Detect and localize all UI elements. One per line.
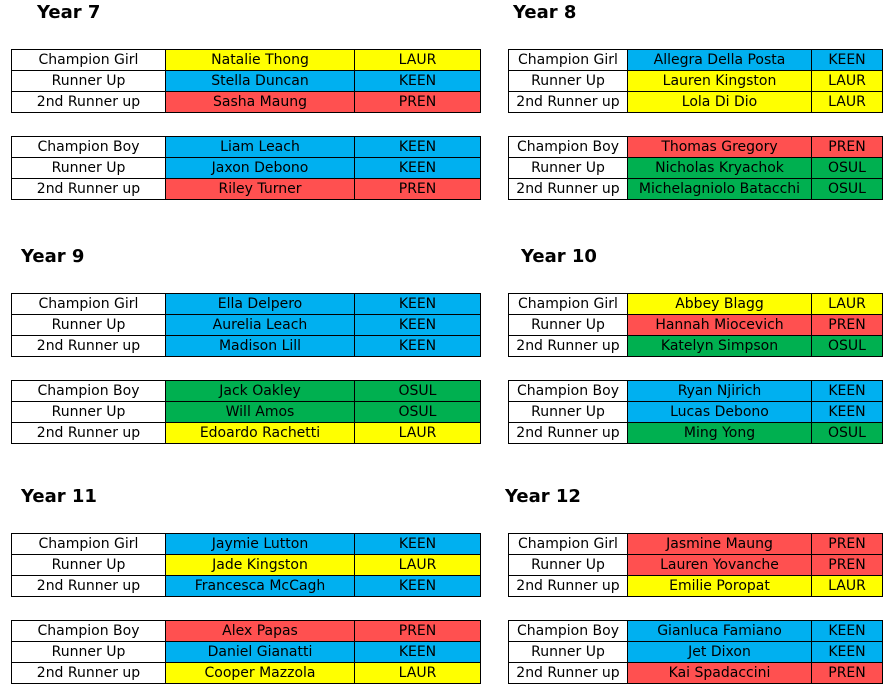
table-row <box>509 555 883 576</box>
house-code: KEEN <box>355 137 481 158</box>
table-row <box>509 663 883 684</box>
house-code: OSUL <box>812 179 883 200</box>
boys-award-table <box>508 380 883 444</box>
girls-award-table <box>11 293 481 357</box>
award-label: Champion Girl <box>12 294 166 315</box>
student-name: Gianluca Famiano <box>628 621 812 642</box>
table-row <box>12 642 481 663</box>
student-name: Alex Papas <box>166 621 355 642</box>
table-row <box>12 555 481 576</box>
award-label: 2nd Runner up <box>12 663 166 684</box>
boys-award-table <box>508 136 883 200</box>
student-name: Abbey Blagg <box>628 294 812 315</box>
house-code: OSUL <box>355 402 481 423</box>
table-row <box>509 92 883 113</box>
award-label: Champion Boy <box>12 621 166 642</box>
student-name: Cooper Mazzola <box>166 663 355 684</box>
girls-award-table <box>508 293 883 357</box>
award-label: 2nd Runner up <box>509 336 628 357</box>
house-code: LAUR <box>355 423 481 444</box>
table-row <box>509 576 883 597</box>
year-title: Year 7 <box>37 2 101 23</box>
student-name: Ming Yong <box>628 423 812 444</box>
house-code: LAUR <box>812 576 883 597</box>
table-row <box>509 423 883 444</box>
award-label: Champion Boy <box>509 137 628 158</box>
award-label: Champion Girl <box>509 50 628 71</box>
house-code: PREN <box>812 315 883 336</box>
house-code: KEEN <box>355 71 481 92</box>
house-code: LAUR <box>355 50 481 71</box>
table-row <box>12 381 481 402</box>
student-name: Lauren Yovanche <box>628 555 812 576</box>
award-label: 2nd Runner up <box>12 92 166 113</box>
house-code: PREN <box>812 555 883 576</box>
award-label: Runner Up <box>12 402 166 423</box>
award-label: 2nd Runner up <box>12 336 166 357</box>
award-label: Champion Girl <box>12 50 166 71</box>
student-name: Lauren Kingston <box>628 71 812 92</box>
award-label: Runner Up <box>509 315 628 336</box>
table-row <box>12 663 481 684</box>
table-row <box>12 621 481 642</box>
student-name: Daniel Gianatti <box>166 642 355 663</box>
award-label: Champion Boy <box>12 381 166 402</box>
award-label: Runner Up <box>12 642 166 663</box>
student-name: Jasmine Maung <box>628 534 812 555</box>
boys-award-table <box>11 620 481 684</box>
student-name: Jaxon Debono <box>166 158 355 179</box>
table-row <box>509 534 883 555</box>
award-label: Runner Up <box>12 555 166 576</box>
house-code: LAUR <box>812 294 883 315</box>
table-row <box>509 336 883 357</box>
boys-award-table <box>11 380 481 444</box>
student-name: Madison Lill <box>166 336 355 357</box>
house-code: KEEN <box>355 642 481 663</box>
student-name: Lucas Debono <box>628 402 812 423</box>
boys-award-table <box>508 620 883 684</box>
award-label: 2nd Runner up <box>12 576 166 597</box>
table-row <box>12 336 481 357</box>
award-label: Runner Up <box>509 158 628 179</box>
award-label: 2nd Runner up <box>509 179 628 200</box>
student-name: Jade Kingston <box>166 555 355 576</box>
student-name: Nicholas Kryachok <box>628 158 812 179</box>
house-code: KEEN <box>812 50 883 71</box>
award-label: 2nd Runner up <box>509 92 628 113</box>
house-code: OSUL <box>355 381 481 402</box>
table-row <box>12 92 481 113</box>
student-name: Jet Dixon <box>628 642 812 663</box>
house-code: KEEN <box>355 336 481 357</box>
table-row <box>12 158 481 179</box>
house-code: KEEN <box>355 576 481 597</box>
table-row <box>509 381 883 402</box>
house-code: KEEN <box>812 642 883 663</box>
student-name: Katelyn Simpson <box>628 336 812 357</box>
award-label: Runner Up <box>509 555 628 576</box>
student-name: Sasha Maung <box>166 92 355 113</box>
student-name: Aurelia Leach <box>166 315 355 336</box>
house-code: KEEN <box>355 534 481 555</box>
house-code: OSUL <box>812 158 883 179</box>
student-name: Natalie Thong <box>166 50 355 71</box>
student-name: Jack Oakley <box>166 381 355 402</box>
award-label: Runner Up <box>509 402 628 423</box>
house-code: KEEN <box>355 158 481 179</box>
table-row <box>509 137 883 158</box>
year-title: Year 9 <box>21 246 85 267</box>
award-label: Runner Up <box>12 158 166 179</box>
house-code: KEEN <box>812 621 883 642</box>
house-code: KEEN <box>812 402 883 423</box>
year-title: Year 10 <box>521 246 597 267</box>
girls-award-table <box>11 533 481 597</box>
table-row <box>509 294 883 315</box>
house-code: PREN <box>355 179 481 200</box>
award-label: 2nd Runner up <box>509 576 628 597</box>
student-name: Will Amos <box>166 402 355 423</box>
house-code: OSUL <box>812 423 883 444</box>
table-row <box>509 179 883 200</box>
award-label: 2nd Runner up <box>12 179 166 200</box>
year-title: Year 12 <box>505 486 581 507</box>
student-name: Kai Spadaccini <box>628 663 812 684</box>
table-row <box>509 158 883 179</box>
table-row <box>509 71 883 92</box>
house-code: KEEN <box>355 315 481 336</box>
student-name: Liam Leach <box>166 137 355 158</box>
table-row <box>509 315 883 336</box>
table-row <box>12 315 481 336</box>
student-name: Lola Di Dio <box>628 92 812 113</box>
house-code: PREN <box>812 137 883 158</box>
table-row <box>12 137 481 158</box>
award-label: 2nd Runner up <box>12 423 166 444</box>
student-name: Allegra Della Posta <box>628 50 812 71</box>
student-name: Emilie Poropat <box>628 576 812 597</box>
award-label: Runner Up <box>509 642 628 663</box>
house-code: PREN <box>812 534 883 555</box>
house-code: PREN <box>812 663 883 684</box>
table-row <box>12 402 481 423</box>
table-row <box>509 621 883 642</box>
house-code: LAUR <box>355 555 481 576</box>
table-row <box>12 50 481 71</box>
house-code: PREN <box>355 92 481 113</box>
table-row <box>12 294 481 315</box>
table-row <box>12 534 481 555</box>
house-code: LAUR <box>812 92 883 113</box>
student-name: Thomas Gregory <box>628 137 812 158</box>
table-row <box>509 642 883 663</box>
student-name: Stella Duncan <box>166 71 355 92</box>
girls-award-table <box>508 533 883 597</box>
award-label: Champion Boy <box>12 137 166 158</box>
girls-award-table <box>11 49 481 113</box>
house-code: LAUR <box>812 71 883 92</box>
year-title: Year 11 <box>21 486 97 507</box>
table-row <box>12 71 481 92</box>
house-code: OSUL <box>812 336 883 357</box>
girls-award-table <box>508 49 883 113</box>
student-name: Ryan Njirich <box>628 381 812 402</box>
house-code: LAUR <box>355 663 481 684</box>
student-name: Francesca McCagh <box>166 576 355 597</box>
award-label: Champion Girl <box>509 534 628 555</box>
award-label: Champion Boy <box>509 381 628 402</box>
student-name: Hannah Miocevich <box>628 315 812 336</box>
award-label: Champion Girl <box>509 294 628 315</box>
house-code: KEEN <box>812 381 883 402</box>
award-label: 2nd Runner up <box>509 663 628 684</box>
student-name: Jaymie Lutton <box>166 534 355 555</box>
student-name: Riley Turner <box>166 179 355 200</box>
table-row <box>509 402 883 423</box>
house-code: KEEN <box>355 294 481 315</box>
student-name: Michelagniolo Batacchi <box>628 179 812 200</box>
boys-award-table <box>11 136 481 200</box>
table-row <box>509 50 883 71</box>
award-label: Runner Up <box>12 71 166 92</box>
award-label: 2nd Runner up <box>509 423 628 444</box>
table-row <box>12 576 481 597</box>
year-title: Year 8 <box>513 2 577 23</box>
house-code: PREN <box>355 621 481 642</box>
table-row <box>12 423 481 444</box>
award-label: Runner Up <box>12 315 166 336</box>
student-name: Edoardo Rachetti <box>166 423 355 444</box>
award-label: Runner Up <box>509 71 628 92</box>
award-label: Champion Boy <box>509 621 628 642</box>
table-row <box>12 179 481 200</box>
award-label: Champion Girl <box>12 534 166 555</box>
student-name: Ella Delpero <box>166 294 355 315</box>
